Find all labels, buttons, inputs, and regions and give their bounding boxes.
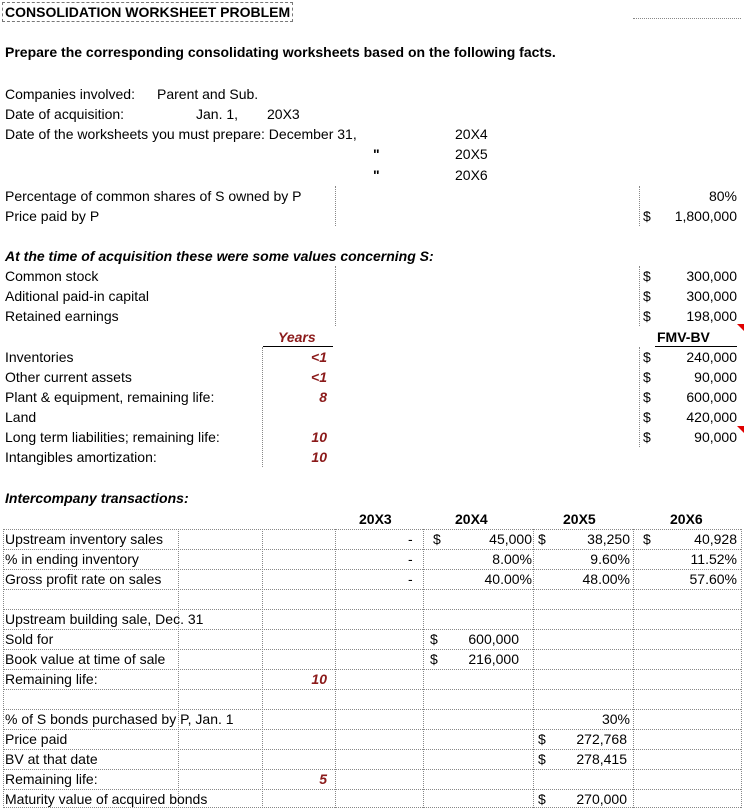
acquisition-date-label: Date of acquisition:	[5, 106, 125, 122]
instruction-text: Prepare the corresponding consolidating worksheets based on the following facts.	[5, 44, 556, 60]
gridline	[3, 529, 4, 808]
worksheet-year-3: 20X6	[455, 167, 488, 183]
sales-20x4-currency: $	[433, 531, 441, 547]
companies-label: Companies involved:	[5, 86, 135, 102]
bond-bv-value: 278,415	[576, 751, 627, 767]
ditto-mark: "	[373, 167, 380, 183]
gridline	[639, 186, 640, 226]
bonds-purchased-label: % of S bonds purchased by P, Jan. 1	[5, 711, 234, 727]
common-stock-value: 300,000	[686, 268, 737, 284]
other-current-assets-years: <1	[311, 369, 327, 385]
retained-earnings-currency: $	[643, 308, 651, 324]
gridline	[639, 347, 640, 447]
inventories-value: 240,000	[686, 349, 737, 365]
common-stock-label: Common stock	[5, 268, 99, 284]
land-value: 420,000	[686, 409, 737, 425]
bond-bv-label: BV at that date	[5, 751, 98, 767]
gridline	[335, 529, 336, 808]
comment-marker-icon[interactable]	[737, 324, 744, 331]
maturity-value-currency: $	[538, 791, 546, 807]
upstream-inventory-sales-label: Upstream inventory sales	[5, 531, 163, 547]
year-header-20x4: 20X4	[455, 511, 488, 527]
sales-20x5-value: 38,250	[587, 531, 630, 547]
ownership-label: Percentage of common shares of S owned by P	[5, 188, 302, 204]
apic-value: 300,000	[686, 288, 737, 304]
gridline	[3, 589, 741, 590]
years-header-underline	[263, 346, 333, 347]
bond-price-paid-value: 272,768	[576, 731, 627, 747]
pct-20x6-value: 11.52%	[690, 551, 737, 567]
year-header-20x6: 20X6	[670, 511, 703, 527]
gridline	[533, 529, 534, 808]
gridline	[3, 689, 741, 690]
other-current-assets-value: 90,000	[694, 369, 737, 385]
sales-20x6-currency: $	[643, 531, 651, 547]
fmv-bv-header: FMV-BV	[657, 329, 710, 345]
gp-20x4-value: 40.00%	[484, 571, 532, 587]
other-current-assets-currency: $	[643, 369, 651, 385]
plant-equipment-years: 8	[319, 389, 327, 405]
gridline	[639, 266, 640, 326]
long-term-liabilities-label: Long term liabilities; remaining life:	[5, 429, 220, 445]
sales-20x4-value: 45,000	[489, 531, 532, 547]
gridline	[741, 529, 742, 808]
building-sale-label: Upstream building sale, Dec. 31	[5, 611, 204, 627]
gridline	[423, 529, 424, 808]
gridline	[262, 347, 263, 467]
pct-20x5-value: 9.60%	[590, 551, 630, 567]
price-paid-value: 1,800,000	[674, 208, 737, 224]
sales-20x3-dash: -	[408, 531, 413, 547]
gridline	[262, 529, 263, 808]
gridline	[633, 529, 634, 808]
maturity-value-label: Maturity value of acquired bonds	[5, 791, 208, 807]
bond-remaining-life-label: Remaining life:	[5, 771, 98, 787]
inventories-label: Inventories	[5, 349, 74, 365]
year-header-20x5: 20X5	[563, 511, 596, 527]
sold-for-currency: $	[430, 631, 438, 647]
gridline	[3, 769, 741, 770]
years-header: Years	[278, 329, 316, 345]
other-current-assets-label: Other current assets	[5, 369, 132, 385]
sales-20x5-currency: $	[538, 531, 546, 547]
pct-ending-inventory-label: % in ending inventory	[5, 551, 139, 567]
building-remaining-life-value: 10	[311, 671, 327, 687]
bond-price-paid-label: Price paid	[5, 731, 68, 747]
pct-20x3-dash: -	[408, 551, 413, 567]
sold-for-value: 600,000	[468, 631, 519, 647]
maturity-value-value: 270,000	[576, 791, 627, 807]
gridline	[3, 669, 741, 670]
long-term-liabilities-value: 90,000	[694, 429, 737, 445]
acquisition-date-monthday: Jan. 1,	[196, 106, 239, 122]
long-term-liabilities-currency: $	[643, 429, 651, 445]
bonds-purchased-value: 30%	[601, 711, 630, 727]
acquisition-date-year: 20X3	[267, 106, 300, 122]
companies-value: Parent and Sub.	[157, 86, 259, 102]
land-label: Land	[5, 409, 37, 425]
sold-for-label: Sold for	[5, 631, 54, 647]
plant-equipment-value: 600,000	[686, 389, 737, 405]
worksheet-year-1: 20X4	[455, 126, 488, 142]
book-value-label: Book value at time of sale	[5, 651, 166, 667]
retained-earnings-value: 198,000	[686, 308, 737, 324]
book-value-value: 216,000	[468, 651, 519, 667]
gp-20x6-value: 57.60%	[689, 571, 737, 587]
gp-20x5-value: 48.00%	[582, 571, 630, 587]
apic-currency: $	[643, 288, 651, 304]
gridline	[3, 629, 741, 630]
gridline	[3, 729, 741, 730]
year-header-20x3: 20X3	[359, 511, 392, 527]
land-currency: $	[643, 409, 651, 425]
common-stock-currency: $	[643, 268, 651, 284]
worksheet-dates-label: Date of the worksheets you must prepare: December 31,	[5, 126, 357, 142]
building-remaining-life-label: Remaining life:	[5, 671, 98, 687]
long-term-liabilities-years: 10	[311, 429, 327, 445]
intangibles-label: Intangibles amortization:	[5, 449, 157, 465]
gp-20x3-dash: -	[408, 571, 413, 587]
price-paid-label: Price paid by P	[5, 208, 100, 224]
comment-marker-icon[interactable]	[737, 426, 744, 433]
inventories-currency: $	[643, 349, 651, 365]
gridline	[3, 749, 741, 750]
bond-bv-currency: $	[538, 751, 546, 767]
retained-earnings-label: Retained earnings	[5, 308, 119, 324]
ownership-value: 80%	[708, 188, 737, 204]
bond-remaining-life-value: 5	[319, 771, 327, 787]
bond-price-paid-currency: $	[538, 731, 546, 747]
plant-equipment-currency: $	[643, 389, 651, 405]
pct-20x4-value: 8.00%	[492, 551, 532, 567]
sales-20x6-value: 40,928	[694, 531, 737, 547]
price-paid-currency: $	[643, 208, 651, 224]
inventories-years: <1	[311, 349, 327, 365]
book-value-currency: $	[430, 651, 438, 667]
intangibles-years: 10	[311, 449, 327, 465]
plant-equipment-label: Plant & equipment, remaining life:	[5, 389, 215, 405]
gridline	[335, 186, 336, 226]
worksheet-year-2: 20X5	[455, 146, 488, 162]
page-title: CONSOLIDATION WORKSHEET PROBLEM	[2, 2, 293, 22]
fmv-bv-header-underline	[655, 346, 737, 347]
title-row-gridline	[633, 18, 741, 19]
ditto-mark: "	[373, 146, 380, 162]
acquisition-values-heading: At the time of acquisition these were some values concerning S:	[5, 248, 434, 264]
gross-profit-rate-label: Gross profit rate on sales	[5, 571, 162, 587]
gridline	[178, 529, 179, 808]
gridline	[335, 266, 336, 326]
apic-label: Aditional paid-in capital	[5, 288, 149, 304]
intercompany-heading: Intercompany transactions:	[5, 490, 189, 506]
